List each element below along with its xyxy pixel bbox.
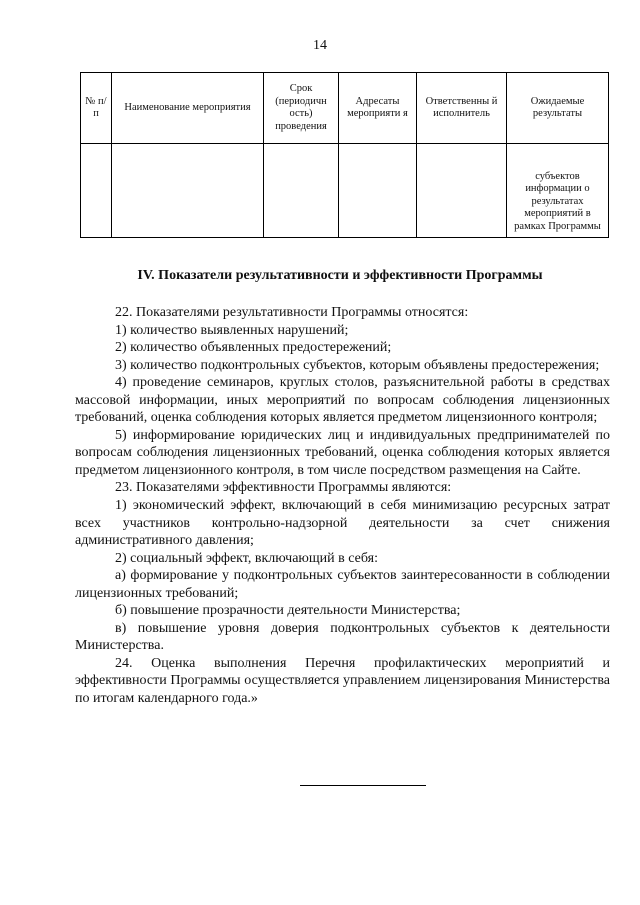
header-addressees: Адресаты мероприяти я	[339, 73, 417, 144]
events-table	[80, 72, 609, 238]
cell-deadline	[264, 144, 339, 238]
cell-event-name	[112, 144, 264, 238]
paragraph-23: 23. Показателями эффективности Программы являются:	[115, 480, 452, 496]
section-title: IV. Показатели результативности и эффективности Программы	[137, 268, 543, 283]
paragraph-22: 22. Показателями результативности Программы относятся:	[115, 305, 469, 320]
list-item: 4) проведение семинаров, круглых столов, разъяснительной работы в средствах массовой информации, иных мероприятий по вопросам соблюдения лицензионных требований, оценка соблюдения которых является предметом лицензионного контроля;	[75, 375, 610, 426]
paragraph-24: 24. Оценка выполнения Перечня профилактических мероприятий и эффективности Программы осуществляется управлением лицензирования Министерства по итогам календарного года.»	[75, 655, 610, 707]
list-item: 1) экономический эффект, включающий в себя минимизацию ресурсных затрат всех участников контрольно-надзорной деятельности за счет снижения административного давления;	[75, 498, 610, 549]
cell-responsible	[417, 144, 507, 238]
list-item: а) формирование у подконтрольных субъектов заинтересованности в соблюдении лицензионных требований;	[75, 568, 610, 601]
table-row	[81, 144, 609, 238]
list-item: 2) социальный эффект, включающий в себя:	[115, 550, 378, 566]
header-number: № п/п	[81, 73, 112, 144]
header-expected-results: Ожидаемые результаты	[507, 73, 609, 144]
table-header-row	[81, 73, 609, 144]
page-number: 14	[313, 38, 327, 53]
closing-separator-line	[300, 785, 426, 786]
list-item: 2) количество объявленных предостережений;	[115, 340, 392, 356]
cell-addressees	[339, 144, 417, 238]
header-responsible: Ответственны й исполнитель	[417, 73, 507, 144]
cell-expected-results: субъектов информации о результатах мероприятий в рамках Программы	[507, 144, 609, 238]
header-event-name: Наименование мероприятия	[112, 73, 264, 144]
header-deadline: Срок (периодичн ость) проведения	[264, 73, 339, 144]
list-item: б) повышение прозрачности деятельности Министерства;	[115, 603, 461, 619]
list-item: 1) количество выявленных нарушений;	[115, 322, 349, 338]
cell-number	[81, 144, 112, 238]
list-item: 3) количество подконтрольных субъектов, которым объявлены предостережения;	[115, 357, 600, 373]
section-body	[75, 304, 610, 708]
list-item: 5) информирование юридических лиц и индивидуальных предпринимателей по вопросам соблюдения лицензионных требований, оценка соблюдения которых является предметом лицензионного контроля, в том числе посредством размещения на Сайте.	[75, 427, 610, 478]
list-item: в) повышение уровня доверия подконтрольных субъектов к деятельности Министерства.	[75, 620, 610, 654]
